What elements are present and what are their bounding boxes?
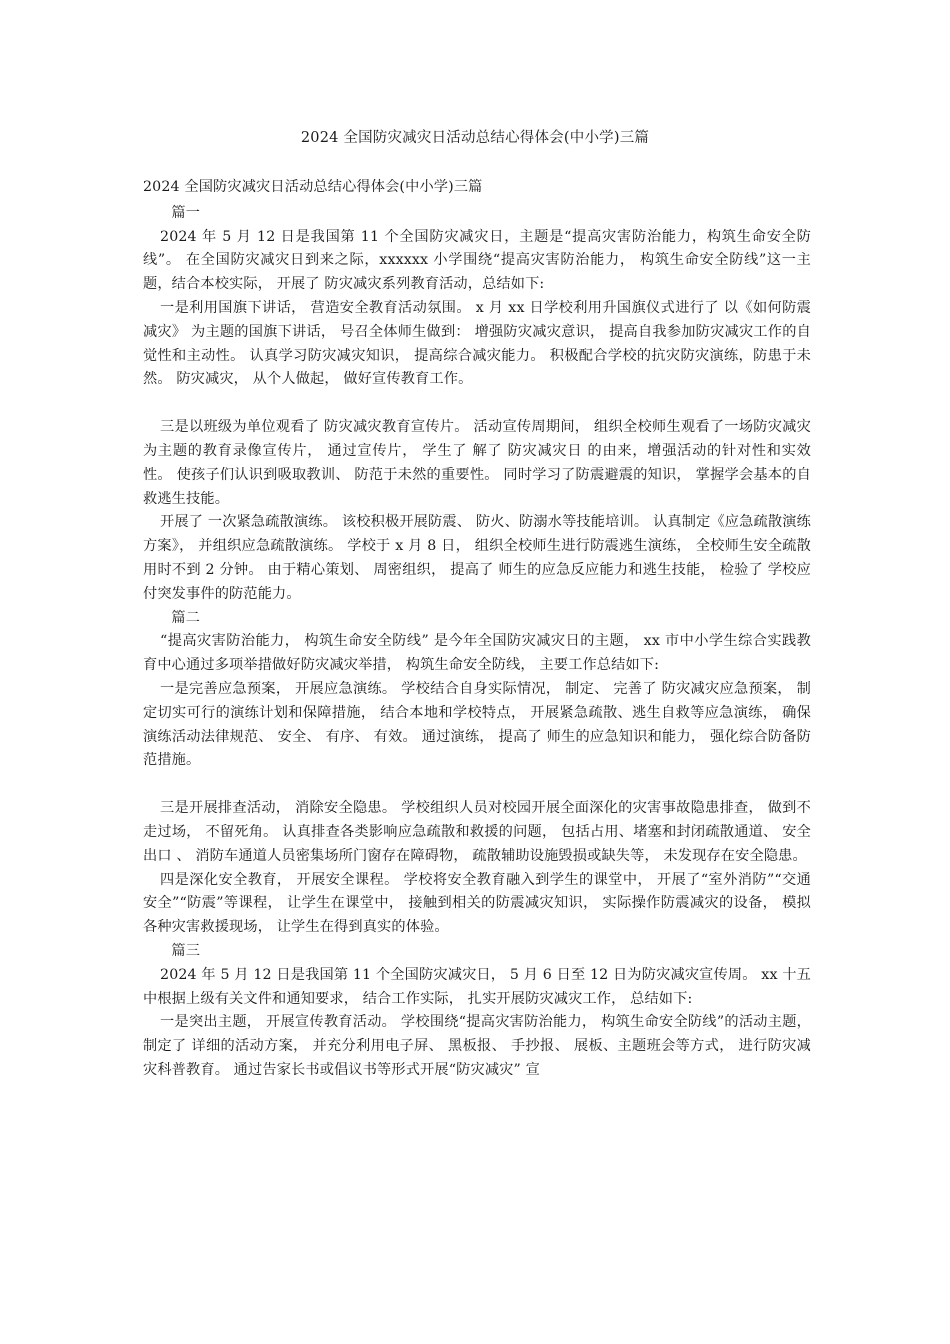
document-subtitle: 2024 全国防灾减灾日活动总结心得体会(中小学)三篇 [143, 179, 483, 195]
paragraph-gap [143, 773, 811, 797]
paragraph: 四是深化安全教育， 开展安全课程。 学校将安全教育融入到学生的课堂中， 开展了“室外消防”“交通安全”“防震”等课程， 让学生在课堂中， 接触到相关的防震减灾知识， 实际操作防震减灾的设备， 模拟各种灾害救援现场， 让学生在得到真实的体验。 [143, 871, 811, 936]
paragraph: 2024 年 5 月 12 日是我国第 11 个全国防灾减灾日，主题是“提高灾害防治能力，构筑生命安全防线”。 在全国防灾减灾日到来之际，xxxxxx 小学围绕“提高灾害防治能力， 构筑生命安全防线”这一主题，结合本校实际， 开展了 防灾减灾系列教育活动，总结如下: [143, 228, 811, 293]
paragraph: 2024 年 5 月 12 日是我国第 11 个全国防灾减灾日， 5 月 6 日至 12 日为防灾减灾宣传周。 xx 十五中根据上级有关文件和通知要求， 结合工作实际， 扎实开展防灾减灾工作， 总结如下: [143, 966, 811, 1007]
paragraph: 开展了 一次紧急疏散演练。 该校积极开展防震、 防火、防溺水等技能培训。 认真制定《应急疏散演练方案》， 并组织应急疏散演练。 学校于 x 月 8 日， 组织全校师生进行防震逃生演练， 全校师生安全疏散用时不到 2 分钟。 由于精心策划、 周密组织， 提高了 师生的应急反应能力和逃生技能， 检验了 学校应付突发事件的防范能力。 [143, 514, 811, 602]
section-heading-1: 篇一 [171, 204, 201, 221]
paragraph: “提高灾害防治能力， 构筑生命安全防线” 是今年全国防灾减灾日的主题， xx 市中小学生综合实践教育中心通过多项举措做好防灾减灾举措， 构筑生命安全防线， 主要工作总结如下: [143, 633, 811, 674]
paragraph-gap [143, 392, 811, 416]
paragraph: 一是利用国旗下讲话， 营造安全教育活动氛围。 x 月 xx 日学校利用升国旗仪式进行了 以《如何防震减灾》 为主题的国旗下讲话， 号召全体师生做到： 增强防灾减灾意识， 提高自我参加防灾减灾工作的自觉性和主动性。 认真学习防灾减灾知识， 提高综合减灾能力。 积极配合学校的抗灾防灾演练，防患于未然。 防灾减灾， 从个人做起， 做好宣传教育工作。 [143, 299, 811, 388]
paragraph: 一是突出主题， 开展宣传教育活动。 学校围绕“提高灾害防治能力， 构筑生命安全防线”的活动主题， 制定了 详细的活动方案， 并充分利用电子屏、 黑板报、 手抄报、 展板、主题班会等方式， 进行防灾减灾科普教育。 通过告家长书或倡议书等形式开展“防灾减灾” 宣 [143, 1014, 811, 1078]
document-title: 2024 全国防灾减灾日活动总结心得体会(中小学)三篇 [300, 130, 650, 146]
paragraph: 一是完善应急预案， 开展应急演练。 学校结合自身实际情况， 制定、 完善了 防灾减灾应急预案， 制定切实可行的演练计划和保障措施， 结合本地和学校特点， 开展紧急疏散、逃生自救等应急演练， 确保演练活动法律规范、 安全、 有序、 有效。 通过演练， 提高了 师生的应急知识和能力， 强化综合防备防范措施。 [143, 680, 811, 769]
section-heading-2: 篇二 [171, 609, 201, 626]
document-body [143, 176, 811, 1083]
section-heading-3: 篇三 [171, 942, 201, 959]
paragraph: 三是以班级为单位观看了 防灾减灾教育宣传片。 活动宣传周期间， 组织全校师生观看了一场防灾减灾为主题的教育录像宣传片， 通过宣传片， 学生了 解了 防灾减灾日 的由来，增强活动的针对性和实效性。 使孩子们认识到吸取教训、 防范于未然的重要性。 同时学习了防震避震的知识， 掌握学会基本的自救逃生技能。 [143, 419, 811, 507]
paragraph: 三是开展排查活动， 消除安全隐患。 学校组织人员对校园开展全面深化的灾害事故隐患排查， 做到不走过场， 不留死角。 认真排查各类影响应急疏散和救援的问题， 包括占用、堵塞和封闭疏散通道、 安全出口 、 消防车通道人员密集场所门窗存在障碍物， 疏散辅助设施毁损或缺失等， 未发现存在安全隐患。 [143, 800, 811, 864]
